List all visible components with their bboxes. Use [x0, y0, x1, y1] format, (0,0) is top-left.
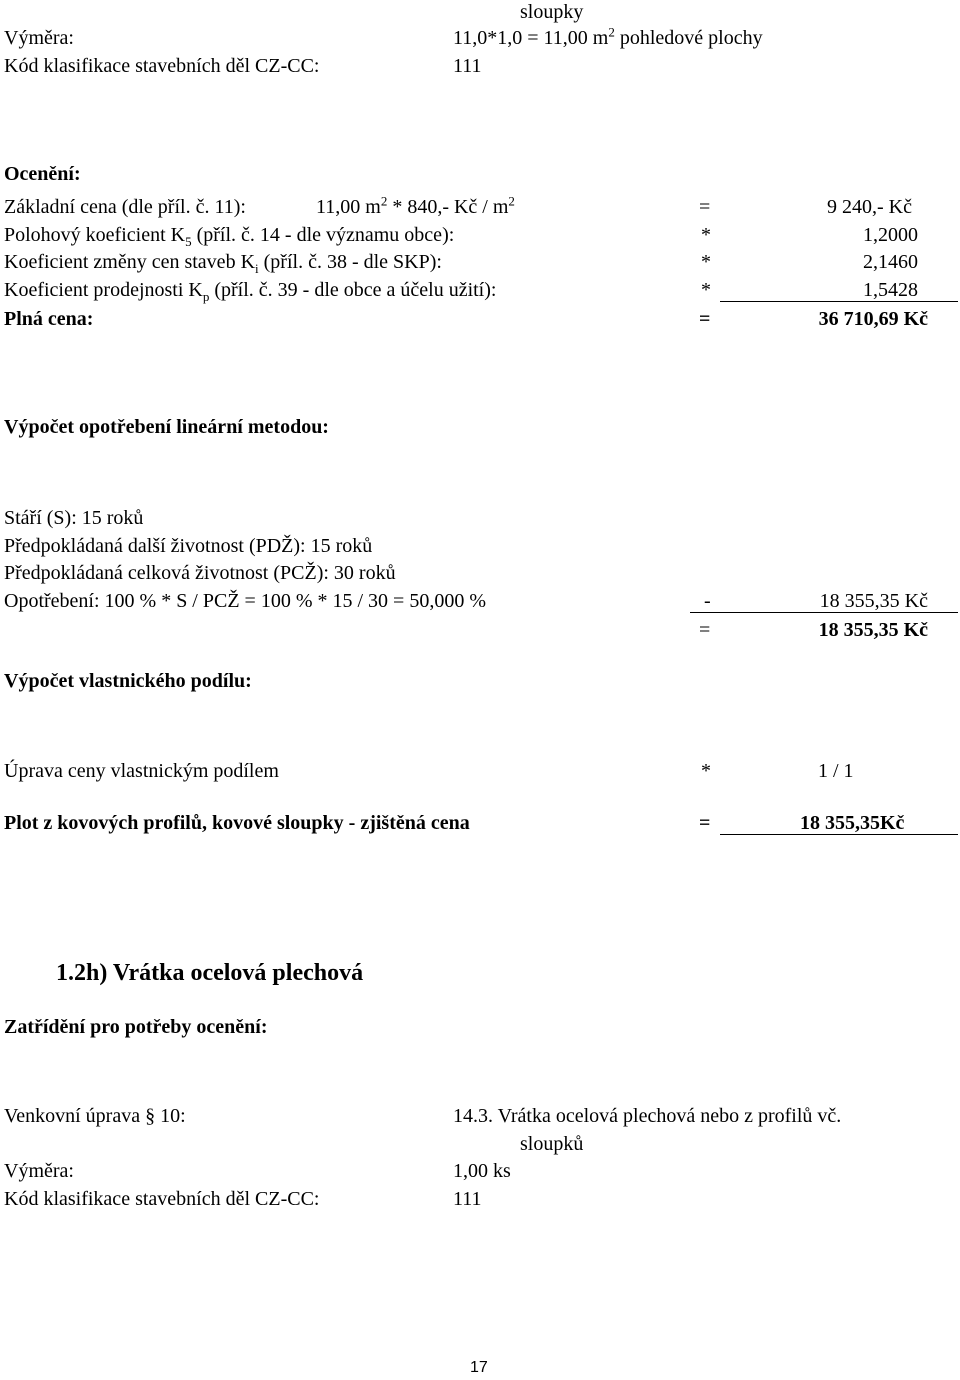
- polohovy-label: Polohový koeficient $K_5$ (příl. č. 14 - dle významu obce):: [4, 224, 455, 249]
- prodejnosti-operator: *: [701, 279, 711, 301]
- opotrebeni-heading: Výpočet opotřebení lineární metodou:: [4, 416, 329, 438]
- zmeny-label: Koeficient změny cen staveb $K_i$ (příl. č. 38 - dle SKP):: [4, 251, 442, 276]
- polohovy-operator: *: [701, 224, 711, 246]
- uprava-label: Úprava ceny vlastnickým podílem: [4, 760, 279, 782]
- venkovni-label: Venkovní úprava § 10:: [4, 1105, 186, 1127]
- zmeny-value: 2,1460: [863, 251, 918, 273]
- pdz-text: Předpokládaná další životnost (PDŽ): 15 roků: [4, 535, 373, 557]
- opotrebeni-calc: Opotřebení: 100 % * S / PCŽ = 100 % * 15 / 30 = 50,000 %: [4, 590, 486, 612]
- zjistena-label: Plot z kovových profilů, kovové sloupky - zjištěná cena: [4, 812, 470, 834]
- zakladni-calc: 11,00 $m^2 * 840,-$ Kč / $m^2$: [316, 193, 515, 218]
- page-number: 17: [470, 1359, 488, 1376]
- zjistena-underline: [720, 834, 958, 835]
- oceneni-heading: Ocenění:: [4, 163, 81, 185]
- vymera-label: Výměra:: [4, 27, 74, 49]
- plna-operator: =: [699, 308, 711, 330]
- opotrebeni-value: 18 355,35 Kč: [819, 590, 928, 612]
- prodejnosti-value: 1,5428: [863, 279, 918, 301]
- zatrideni-heading: Zatřídění pro potřeby ocenění:: [4, 1016, 268, 1038]
- podil-heading: Výpočet vlastnického podílu:: [4, 670, 252, 692]
- kod2-label: Kód klasifikace stavebních děl CZ-CC:: [4, 1188, 320, 1210]
- zakladni-value: 9 240,- Kč: [827, 196, 912, 218]
- vymera2-label: Výměra:: [4, 1160, 74, 1182]
- zmeny-operator: *: [701, 251, 711, 273]
- opotrebeni-result-operator: =: [699, 619, 711, 641]
- polohovy-value: 1,2000: [863, 224, 918, 246]
- sum-underline: [720, 301, 958, 302]
- vymera-value: 11,0*1,0 = 11,00 $m^2$ pohledové plochy: [453, 24, 763, 49]
- prodejnosti-label: Koeficient prodejnosti $K_p$ (příl. č. 39 - dle obce a účelu užití):: [4, 279, 497, 304]
- zjistena-value: 18 355,35Kč: [800, 812, 905, 834]
- zjistena-operator: =: [699, 812, 711, 834]
- kod2-value: 111: [453, 1188, 482, 1210]
- uprava-operator: *: [701, 760, 711, 782]
- vymera2-value: 1,00 ks: [453, 1160, 511, 1182]
- zakladni-label: Základní cena (dle příl. č. 11):: [4, 196, 246, 218]
- pcz-text: Předpokládaná celková životnost (PCŽ): 30 roků: [4, 562, 396, 584]
- kod-label: Kód klasifikace stavebních děl CZ-CC:: [4, 55, 320, 77]
- uprava-value: 1 / 1: [818, 760, 854, 782]
- opotrebeni-result-value: 18 355,35 Kč: [818, 619, 928, 641]
- plna-label: Plná cena:: [4, 308, 94, 330]
- venkovni-value-cont: sloupků: [520, 1133, 584, 1155]
- kod-value: 111: [453, 55, 482, 77]
- plna-value: 36 710,69 Kč: [818, 308, 928, 330]
- opotrebeni-underline: [690, 612, 958, 613]
- continuation-text: sloupky: [520, 1, 584, 23]
- opotrebeni-operator: -: [704, 590, 711, 612]
- venkovni-value: 14.3. Vrátka ocelová plechová nebo z profilů vč.: [453, 1105, 842, 1127]
- section-title: 1.2h) Vrátka ocelová plechová: [56, 960, 364, 986]
- zakladni-operator: =: [699, 196, 711, 218]
- stari-text: Stáří (S): 15 roků: [4, 507, 144, 529]
